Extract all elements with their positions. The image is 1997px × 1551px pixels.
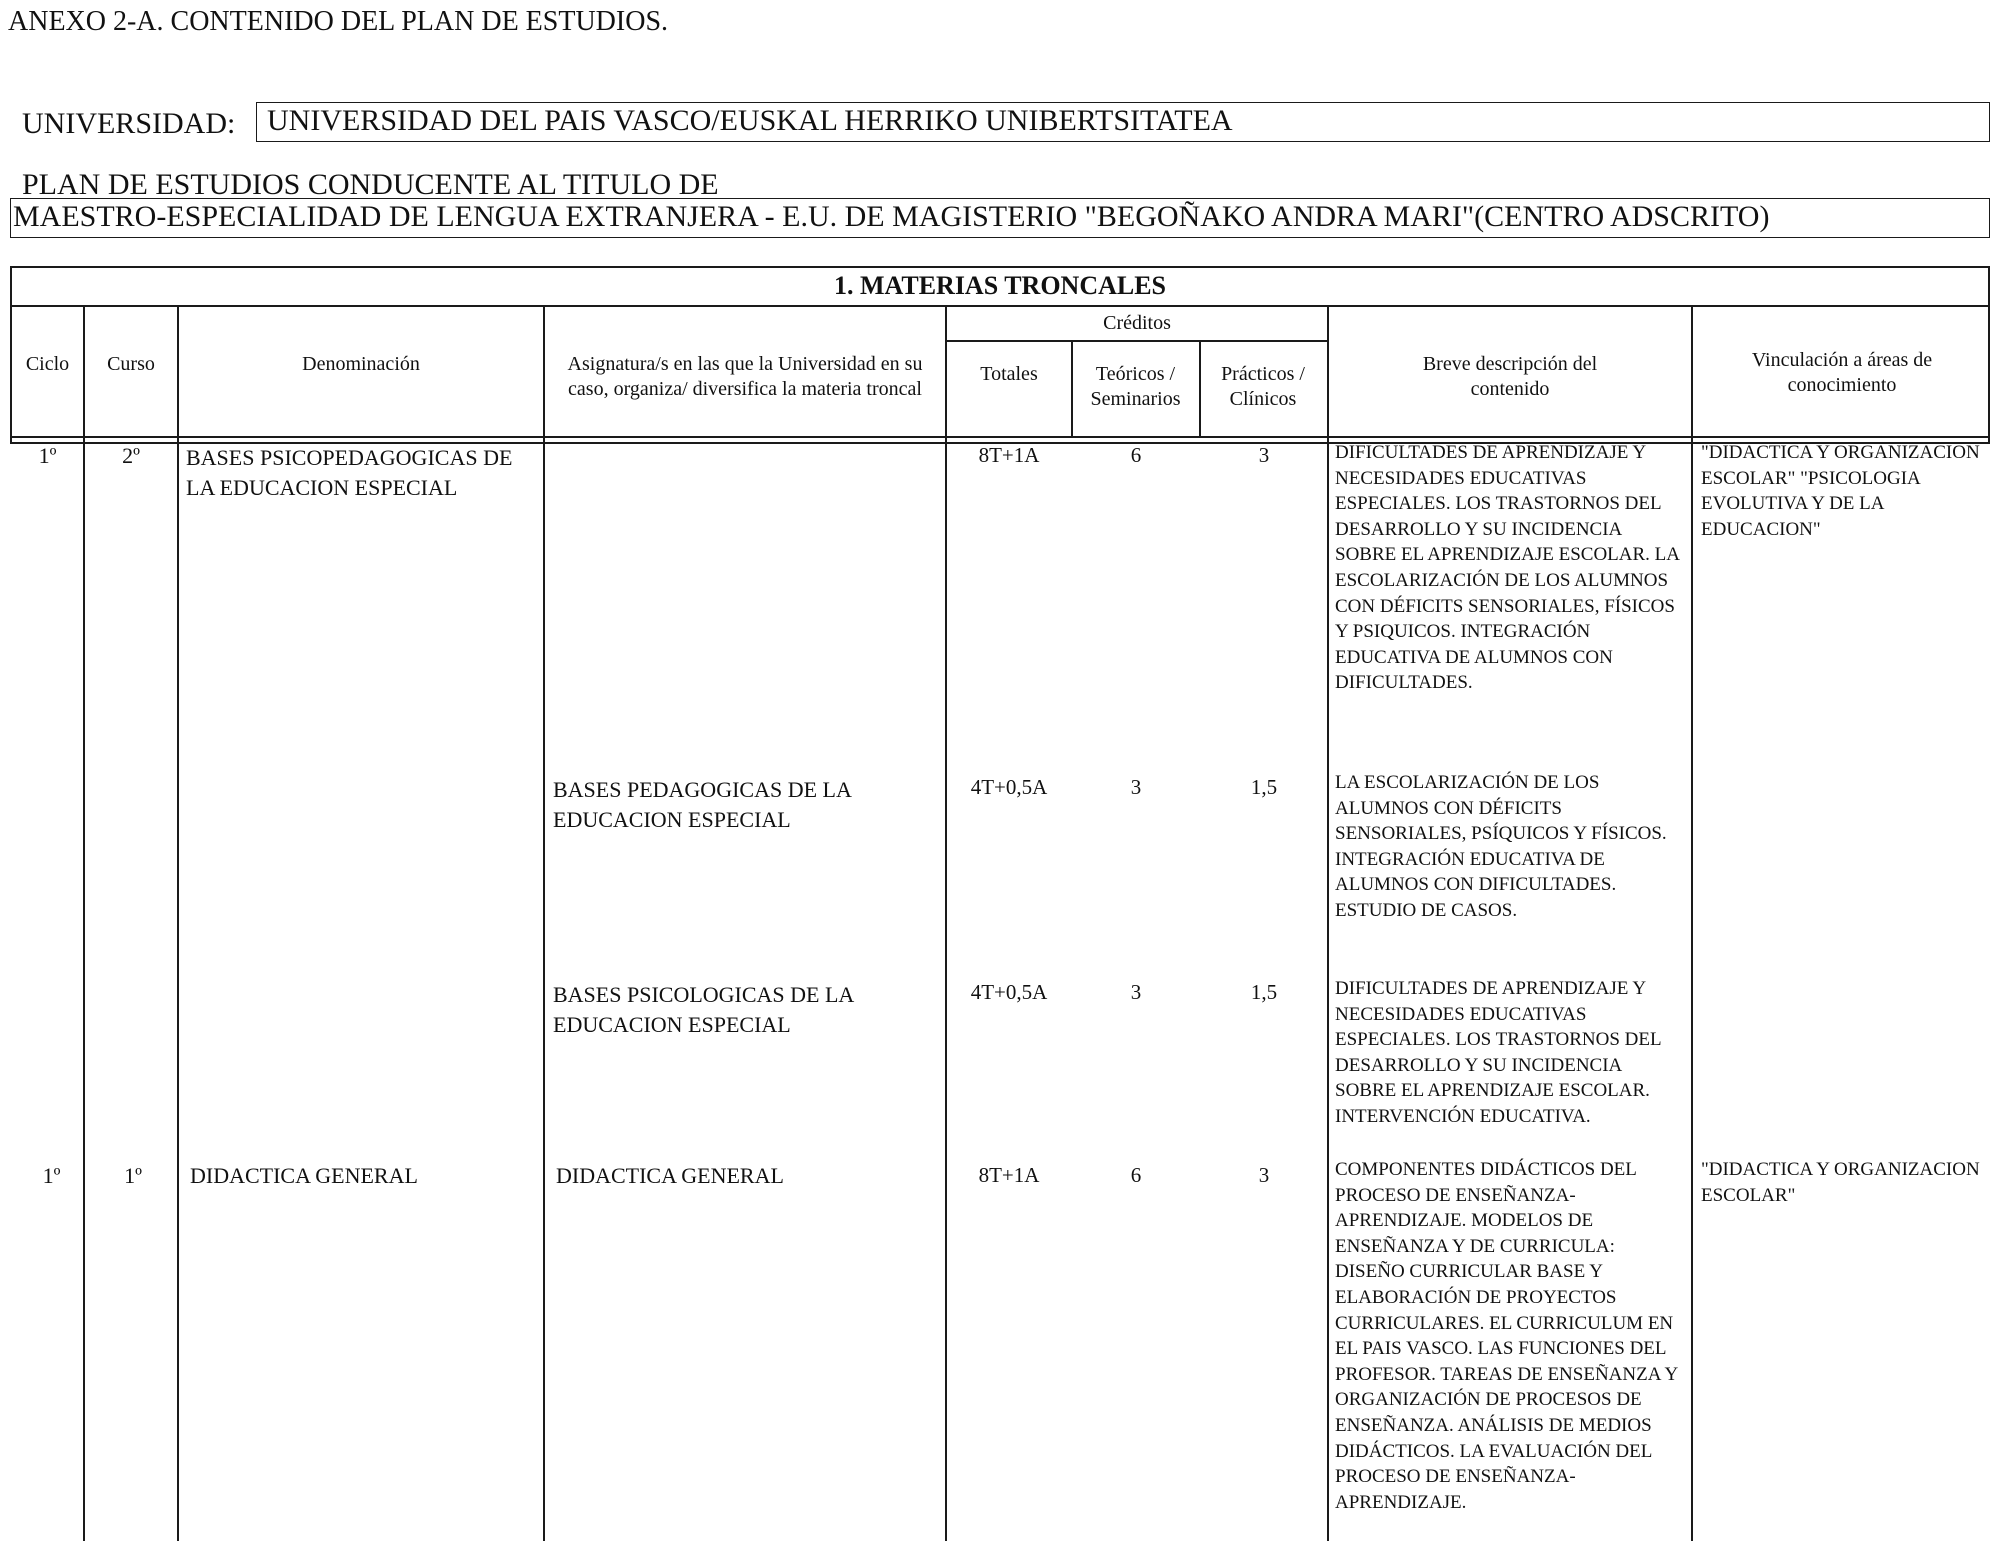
- cell-practicos: 3: [1258, 1163, 1270, 1187]
- cell-vinculacion: "DIDACTICA Y ORGANIZACION ESCOLAR": [1701, 1159, 1980, 1206]
- cell-ciclo: 1º: [42, 1163, 61, 1188]
- plan-field: [10, 198, 1990, 238]
- cell-totales: 4T+0,5A: [970, 775, 1048, 799]
- header-descripcion: Breve descripción del contenido: [1422, 353, 1598, 400]
- cell-asignatura: DIDACTICA GENERAL: [556, 1163, 784, 1188]
- cell-practicos: 3: [1258, 443, 1270, 467]
- plan-label: PLAN DE ESTUDIOS CONDUCENTE AL TITULO DE: [22, 168, 719, 201]
- table-title: 1. MATERIAS TRONCALES: [833, 271, 1167, 300]
- cell-curso: 2º: [122, 443, 140, 468]
- cell-ciclo: 1º: [38, 443, 57, 468]
- cell-teoricos: 6: [1130, 443, 1142, 467]
- cell-vinculacion: "DIDACTICA Y ORGANIZACION ESCOLAR" "PSICOLOGIA EVOLUTIVA Y DE LA EDUCACION": [1701, 442, 1980, 540]
- annex-title: ANEXO 2-A. CONTENIDO DEL PLAN DE ESTUDIOS.: [8, 6, 669, 37]
- cell-denominacion: DIDACTICA GENERAL: [190, 1163, 418, 1188]
- cell-asignatura: BASES PSICOLOGICAS DE LA EDUCACION ESPECIAL: [553, 982, 854, 1037]
- cell-totales: 8T+1A: [978, 443, 1040, 467]
- header-totales: Totales: [980, 363, 1038, 385]
- cell-descripcion: COMPONENTES DIDÁCTICOS DEL PROCESO DE ENSEÑANZA-APRENDIZAJE. MODELOS DE ENSEÑANZA Y DE CURRICULA: DISEÑO CURRICULAR BASE Y ELABORACIÓN DE PROYECTOS CURRICULARES. EL CURRICULUM EN EL PAIS VASCO. LAS FUNCIONES DEL PROFESOR. TAREAS DE ENSEÑANZA Y ORGANIZACIÓN DE PROCESOS DE ENSEÑANZA. ANÁLISIS DE MEDIOS DIDÁCTICOS. LA EVALUACIÓN DEL PROCESO DE ENSEÑANZA-APRENDIZAJE.: [1335, 1159, 1678, 1513]
- cell-asignatura: BASES PEDAGOGICAS DE LA EDUCACION ESPECIAL: [553, 777, 851, 832]
- cell-teoricos: 3: [1130, 775, 1142, 799]
- header-teoricos: Teóricos / Seminarios: [1090, 363, 1181, 410]
- cell-practicos: 1,5: [1250, 980, 1278, 1004]
- cell-teoricos: 3: [1130, 980, 1142, 1004]
- university-label: UNIVERSIDAD:: [22, 107, 236, 140]
- cell-totales: 8T+1A: [978, 1163, 1040, 1187]
- header-asignatura: Asignatura/s en las que la Universidad en su caso, organiza/ diversifica la materia troncal: [567, 353, 923, 400]
- cell-totales: 4T+0,5A: [970, 980, 1048, 1004]
- university-field: [256, 102, 1990, 142]
- cell-practicos: 1,5: [1250, 775, 1278, 799]
- plan-value: MAESTRO-ESPECIALIDAD DE LENGUA EXTRANJERA - E.U. DE MAGISTERIO "BEGOÑAKO ANDRA MARI"(CENTRO ADSCRITO): [13, 200, 1770, 233]
- header-denominacion: Denominación: [302, 353, 420, 375]
- cell-descripcion: DIFICULTADES DE APRENDIZAJE Y NECESIDADES EDUCATIVAS ESPECIALES. LOS TRASTORNOS DEL DESARROLLO Y SU INCIDENCIA SOBRE EL APRENDIZAJE ESCOLAR. INTERVENCIÓN EDUCATIVA.: [1335, 978, 1661, 1127]
- header-creditos: Créditos: [1103, 312, 1171, 334]
- university-value: UNIVERSIDAD DEL PAIS VASCO/EUSKAL HERRIKO UNIBERTSITATEA: [267, 104, 1233, 137]
- header-practicos: Prácticos / Clínicos: [1221, 363, 1305, 410]
- cell-teoricos: 6: [1130, 1163, 1142, 1187]
- cell-descripcion: DIFICULTADES DE APRENDIZAJE Y NECESIDADES EDUCATIVAS ESPECIALES. LOS TRASTORNOS DEL DESARROLLO Y SU INCIDENCIA SOBRE EL APRENDIZAJE ESCOLAR. LA ESCOLARIZACIÓN DE LOS ALUMNOS CON DÉFICITS SENSORIALES, FÍSICOS Y PSIQUICOS. INTEGRACIÓN EDUCATIVA DE ALUMNOS CON DIFICULTADES.: [1335, 442, 1679, 694]
- header-ciclo: Ciclo: [25, 353, 70, 375]
- cell-curso: 1º: [124, 1163, 142, 1188]
- cell-denominacion: BASES PSICOPEDAGOGICAS DE LA EDUCACION ESPECIAL: [186, 445, 513, 500]
- cell-descripcion: LA ESCOLARIZACIÓN DE LOS ALUMNOS CON DÉFICITS SENSORIALES, PSÍQUICOS Y FÍSICOS. INTEGRACIÓN EDUCATIVA DE ALUMNOS CON DIFICULTADES. ESTUDIO DE CASOS.: [1335, 772, 1667, 921]
- header-vinculacion: Vinculación a áreas de conocimiento: [1751, 349, 1933, 396]
- header-curso: Curso: [107, 353, 155, 375]
